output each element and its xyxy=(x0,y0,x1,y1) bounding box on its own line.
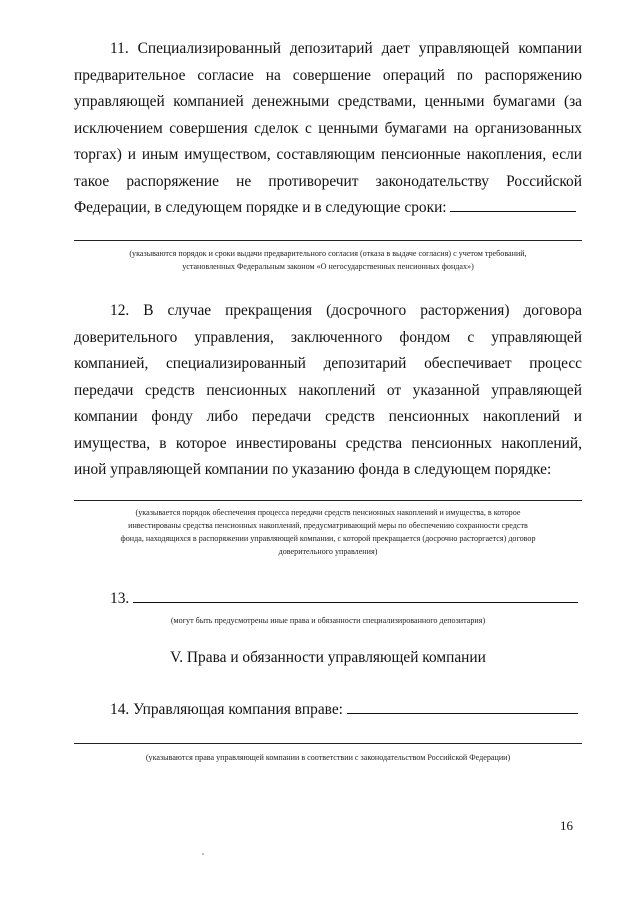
fill-line-11 xyxy=(450,210,576,212)
scan-speck xyxy=(202,853,204,855)
rule-14 xyxy=(74,743,582,744)
note-12-line4: доверительного управления) xyxy=(278,547,378,556)
note-12-line1: (указывается порядок обеспечения процесса передачи средств пенсионных накоплений и имущества, в которое xyxy=(135,508,521,517)
note-12-line3: фонда, находящихся в распоряжении управляющей компании, с которой прекращается (досрочно расторгается) договор xyxy=(120,534,536,543)
paragraph-12-text: 12. В случае прекращения (досрочного расторжения) договора доверительного управления, заключенного фондом с управляющей компанией, специализированный депозитарий обеспечивает процесс передачи средств пенсионных накоплений от указанной управляющей компании фонду либо передачи средств пенсионных накоплений и имущества, в которое инвестированы средства пенсионных накоплений, иной управляющей компании по указанию фонда в следующем порядке: xyxy=(74,302,582,478)
rule-11 xyxy=(74,240,582,241)
item-14-label: 14. Управляющая компания вправе: xyxy=(110,701,343,718)
fill-line-13 xyxy=(133,601,578,603)
note-11-line1: (указываются порядок и сроки выдачи предварительного согласия (отказа в выдаче согласия) с учетом требований, xyxy=(129,249,527,258)
fill-line-14 xyxy=(347,712,578,714)
note-13 xyxy=(80,614,576,627)
item-13-label: 13. xyxy=(110,590,130,607)
rule-12 xyxy=(74,500,582,501)
paragraph-12 xyxy=(74,298,582,484)
paragraph-11-text: 11. Специализированный депозитарий дает управляющей компании предварительное согласие на совершение операций по распоряжению управляющей компанией денежными средствами, ценными бумагами (за исключением совершения сделок с ценными бумагами на организованных торгах) и иным имуществом, составляющим пенсионные накопления, если такое распоряжение не противоречит законодательству Российской Федерации, в следующем порядке и в следующие сроки: xyxy=(74,40,582,216)
note-14-text: (указываются права управляющей компании в соответствии с законодательством Российской Федерации) xyxy=(145,753,511,762)
note-12-line2: инвестированы средства пенсионных накоплений, предусматривающий меры по обеспечению сохранности средств xyxy=(128,521,528,530)
item-14 xyxy=(110,701,578,719)
section-5-heading: V. Права и обязанности управляющей компании xyxy=(170,649,486,666)
page-number: 16 xyxy=(560,818,573,833)
note-13-text: (могут быть предусмотрены иные права и обязанности специализированного депозитария) xyxy=(170,616,486,625)
note-11-line2: установленных Федеральным законом «О негосударственных пенсионных фондах») xyxy=(182,262,474,271)
note-14 xyxy=(80,751,576,764)
item-13 xyxy=(110,590,578,608)
note-12 xyxy=(80,506,576,558)
note-11 xyxy=(80,247,576,273)
paragraph-11 xyxy=(74,36,582,222)
